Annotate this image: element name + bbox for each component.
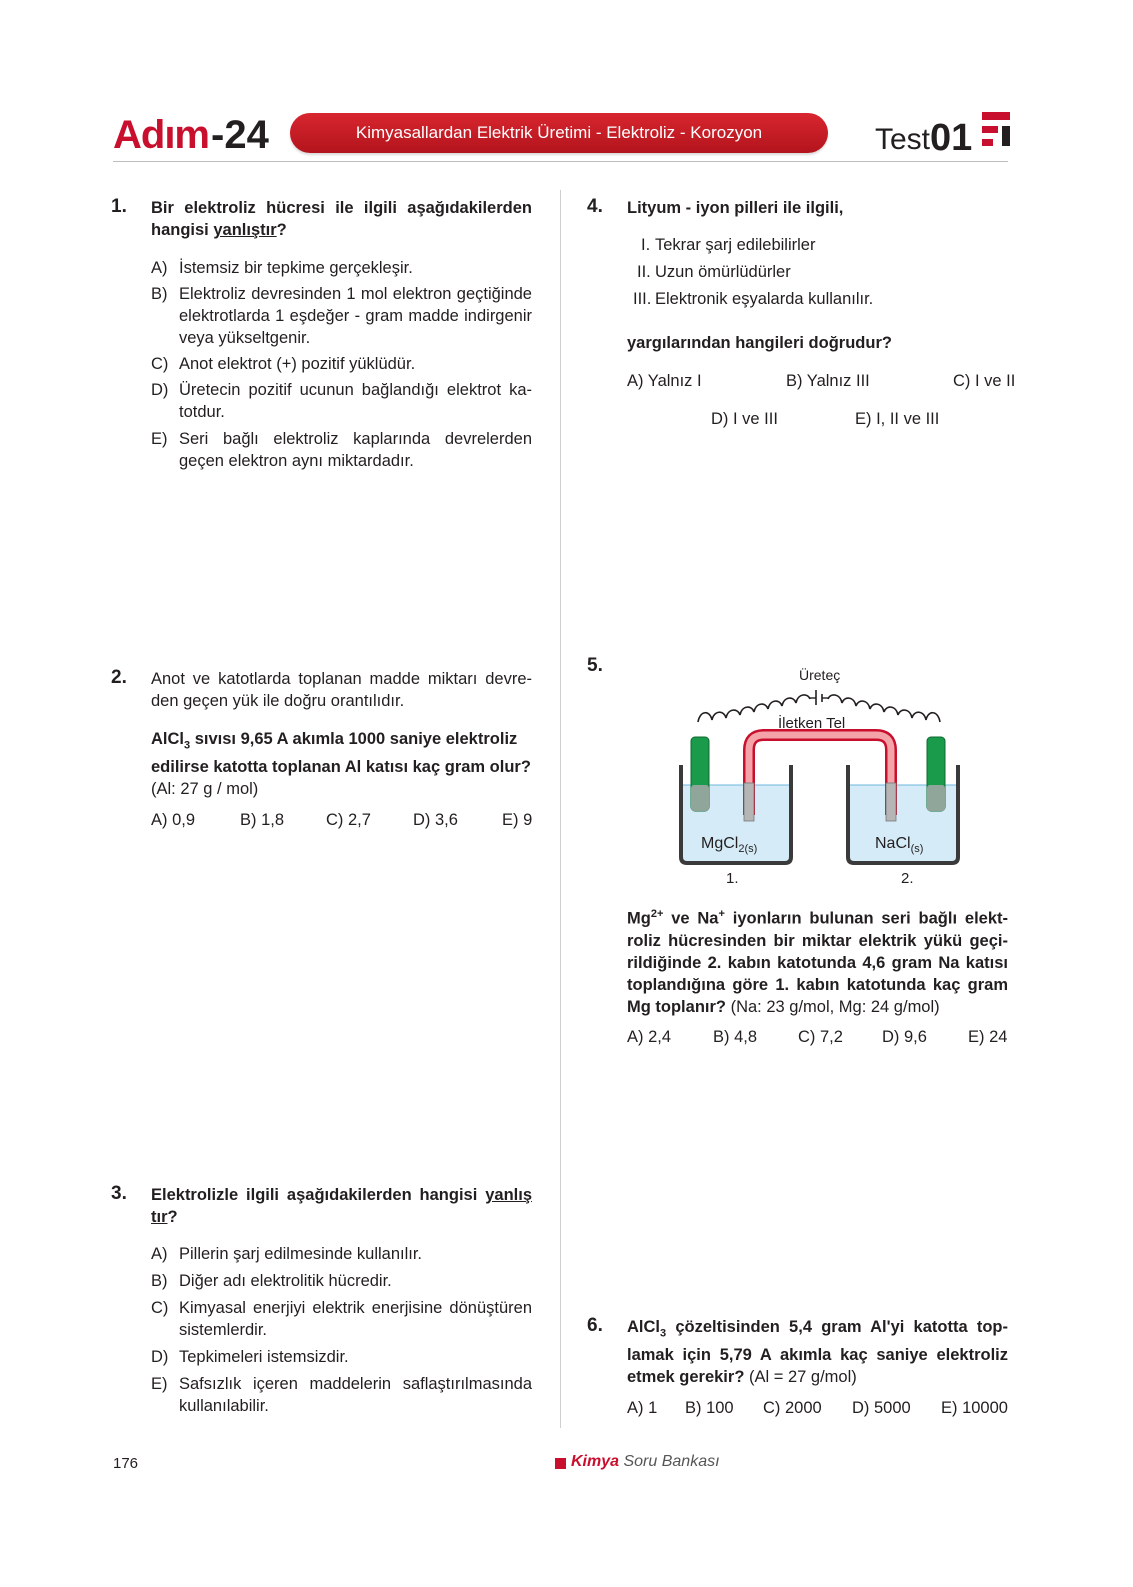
cell-1-salt: MgCl <box>701 835 739 852</box>
question-3-option-e[interactable] <box>151 1373 532 1417</box>
ion-na: ve Na <box>663 909 719 928</box>
option-label: D) <box>151 381 169 399</box>
question-1-number: 1. <box>111 196 127 217</box>
option-label: A) <box>151 259 168 277</box>
question-4-stem: Lityum - iyon pilleri ile ilgili, <box>627 199 844 217</box>
formula-subscript: 3 <box>660 1327 667 1340</box>
question-6-stem <box>627 1316 1008 1388</box>
option-text: Diğer adı elektrolitik hücredir. <box>179 1272 392 1290</box>
question-2-stem-text: sıvısı 9,65 A akımla 1000 saniye elektroliz edilirse katotta toplanan Al katısı kaç gram olur? <box>151 730 531 777</box>
question-1-stem-end: ? <box>276 221 287 239</box>
question-3-number: 3. <box>111 1183 127 1204</box>
choice-d[interactable]: D) 5000 <box>852 1399 911 1417</box>
option-label: D) <box>151 1348 169 1366</box>
test-logo-icon <box>982 112 1012 152</box>
cell-1-salt-subscript: 2(s) <box>738 843 758 855</box>
statement-roman: II. <box>637 263 651 281</box>
question-2-choices <box>151 809 532 831</box>
question-1-option-b[interactable] <box>151 283 532 349</box>
question-4-question: yargılarından hangileri doğrudur? <box>627 334 892 352</box>
question-2-number: 2. <box>111 667 127 688</box>
choice-e[interactable]: E) 24 <box>968 1028 1008 1046</box>
choice-a[interactable]: A) Yalnız I <box>627 372 702 390</box>
question-6-choices <box>627 1397 1008 1419</box>
statement-roman: III. <box>633 290 652 308</box>
chapter-title: Kimyasallardan Elektrik Üretimi - Elektroliz - Korozyon <box>290 113 828 153</box>
test-number: 01 <box>930 117 973 159</box>
question-2-stem <box>151 728 532 800</box>
option-label: E) <box>151 430 168 448</box>
choice-d[interactable]: D) I ve III <box>711 410 778 428</box>
question-3-option-a[interactable] <box>151 1243 532 1265</box>
question-5-choices <box>627 1026 1008 1048</box>
question-5-stem <box>627 903 1008 1018</box>
choice-b[interactable]: B) 4,8 <box>713 1028 758 1046</box>
statement-text: Uzun ömürlüdürler <box>655 263 791 281</box>
choice-d[interactable]: D) 9,6 <box>882 1028 927 1046</box>
option-text: Kimyasal enerjiyi elektrik enerjisine dönüştüren sistemlerdir. <box>179 1299 532 1339</box>
option-label: B) <box>151 285 168 303</box>
question-6-stem-text: çözeltisinden 5,4 gram Al'yi katotta toplamak için 5,79 A akımla kaç saniye elektroliz etmek gerekir? <box>627 1318 1008 1387</box>
statement-roman: I. <box>641 236 651 254</box>
choice-d[interactable]: D) 3,6 <box>413 811 458 829</box>
option-text: Elektroliz devresinden 1 mol elektron geçtiğinde elektrotlarda 1 eşdeğer - gram madde indirgenir veya yükseltgenir. <box>179 285 532 347</box>
option-text: Pillerin şarj edilmesinde kullanılır. <box>179 1245 423 1263</box>
brand-logo <box>113 112 269 158</box>
cell-2-salt-subscript: (s) <box>910 843 924 855</box>
statement-text: Elektronik eşyalarda kullanılır. <box>655 290 874 308</box>
cell-2-salt: NaCl <box>875 835 911 852</box>
option-label: B) <box>151 1272 168 1290</box>
question-1-option-c[interactable] <box>151 353 532 375</box>
header-divider <box>113 161 1008 162</box>
choice-c[interactable]: C) 2000 <box>763 1399 822 1417</box>
bridge-tip-2 <box>886 783 896 821</box>
choice-a[interactable]: A) 1 <box>627 1399 658 1417</box>
wire-label: İletken Tel <box>778 715 846 732</box>
cell-1-number: 1. <box>726 870 739 887</box>
question-4-choices-row-1 <box>627 370 1016 392</box>
choice-b[interactable]: B) 1,8 <box>240 811 285 829</box>
option-label: C) <box>151 355 169 373</box>
option-text: Anot elektrot (+) pozitif yüklüdür. <box>179 355 416 373</box>
question-2-intro: Anot ve katotlarda toplanan madde miktarı devreden geçen yük ile doğru orantılıdır. <box>151 670 532 710</box>
question-5-number: 5. <box>587 655 603 676</box>
formula-alcl: AlCl <box>151 730 184 748</box>
formula-alcl: AlCl <box>627 1318 660 1336</box>
question-4-number: 4. <box>587 196 603 217</box>
option-label: A) <box>151 1245 168 1263</box>
question-3-stem-underlined: yanlış <box>485 1186 532 1204</box>
bridge-tip-1 <box>744 783 754 821</box>
question-5-stem-text: iyonların bulunan seri bağlı elektroliz hücresinden bir miktar elektrik yükü geçirildiğinde 2. kabın katotunda 4,6 gram Na katısı toplandığına göre 1. kabın katotunda kaç gram Mg toplanır? <box>627 909 1008 1016</box>
column-divider <box>560 190 561 1428</box>
generator-label: Üreteç <box>799 667 841 683</box>
page-number: 176 <box>113 1455 139 1472</box>
choice-c[interactable]: C) I ve II <box>953 372 1016 390</box>
electrode-2-tip <box>927 785 945 811</box>
ion-na-charge: + <box>718 908 725 920</box>
question-3-stem <box>151 1184 532 1228</box>
option-text: Tepkimeleri istemsizdir. <box>179 1348 349 1366</box>
ion-mg-charge: 2+ <box>650 908 664 920</box>
question-1-option-d[interactable] <box>151 379 532 423</box>
brand-number: -24 <box>211 113 269 157</box>
question-3-stem-end: ? <box>167 1208 178 1226</box>
choice-c[interactable]: C) 7,2 <box>798 1028 843 1046</box>
question-1-option-e[interactable] <box>151 428 532 472</box>
brand-word: Adım <box>113 113 209 157</box>
option-text: İstemsiz bir tepkime gerçekleşir. <box>179 259 413 277</box>
option-text: Seri bağlı elektroliz kaplarında devrelerden geçen elektron aynı miktardadır. <box>179 430 532 470</box>
electrolysis-figure <box>670 665 970 891</box>
question-6-number: 6. <box>587 1315 603 1336</box>
ion-mg: Mg <box>627 909 651 928</box>
question-1-stem <box>151 197 532 241</box>
option-text: Üretecin pozitif ucunun bağlandığı elektrot katotdur. <box>179 381 532 421</box>
book-title <box>571 1453 720 1471</box>
choice-b[interactable]: B) Yalnız III <box>786 372 870 390</box>
statement-text: Tekrar şarj edilebilirler <box>655 236 816 254</box>
electrode-1-tip <box>691 785 709 811</box>
option-text: Safsızlık içeren maddelerin saflaştırılmasında kullanılabilir. <box>179 1375 532 1415</box>
choice-a[interactable]: A) 2,4 <box>627 1028 672 1046</box>
choice-c[interactable]: C) 2,7 <box>326 811 371 829</box>
question-2-note: (Al: 27 g / mol) <box>151 780 259 799</box>
question-4-statement-1 <box>627 234 1008 256</box>
test-label: Test <box>875 123 931 156</box>
choice-a[interactable]: A) 0,9 <box>151 811 196 829</box>
choice-e[interactable]: E) I, II ve III <box>855 410 940 428</box>
question-5-note: (Na: 23 g/mol, Mg: 24 g/mol) <box>725 997 940 1016</box>
question-3-stem-underlined-2: tır <box>151 1208 168 1226</box>
choice-e[interactable]: E) 9 <box>502 811 533 829</box>
question-3-option-b[interactable] <box>151 1270 532 1292</box>
question-1-stem-text: Bir elektroliz hücresi ile ilgili aşağıdakilerden hangisi <box>151 199 532 239</box>
option-label: C) <box>151 1299 169 1317</box>
option-label: E) <box>151 1375 168 1393</box>
book-title-bold: Kimya <box>571 1453 620 1470</box>
question-4-choices-row-2 <box>627 408 1008 430</box>
question-4-statement-3 <box>627 288 1008 310</box>
footer-square-icon <box>555 1458 566 1469</box>
question-1-option-a[interactable] <box>151 257 532 279</box>
question-3-option-d[interactable] <box>151 1346 532 1368</box>
question-6-note: (Al = 27 g/mol) <box>744 1368 857 1387</box>
question-1-stem-underlined: yanlıştır <box>213 221 277 239</box>
cell-2-number: 2. <box>901 870 914 887</box>
question-3-option-c[interactable] <box>151 1297 532 1341</box>
book-title-rest: Soru Bankası <box>619 1453 720 1470</box>
question-4-statement-2 <box>627 261 1008 283</box>
choice-e[interactable]: E) 10000 <box>941 1399 1008 1417</box>
question-3-stem-text: Elektrolizle ilgili aşağıdakilerden hangisi <box>151 1186 486 1204</box>
formula-subscript: 3 <box>184 739 191 752</box>
choice-b[interactable]: B) 100 <box>685 1399 734 1417</box>
